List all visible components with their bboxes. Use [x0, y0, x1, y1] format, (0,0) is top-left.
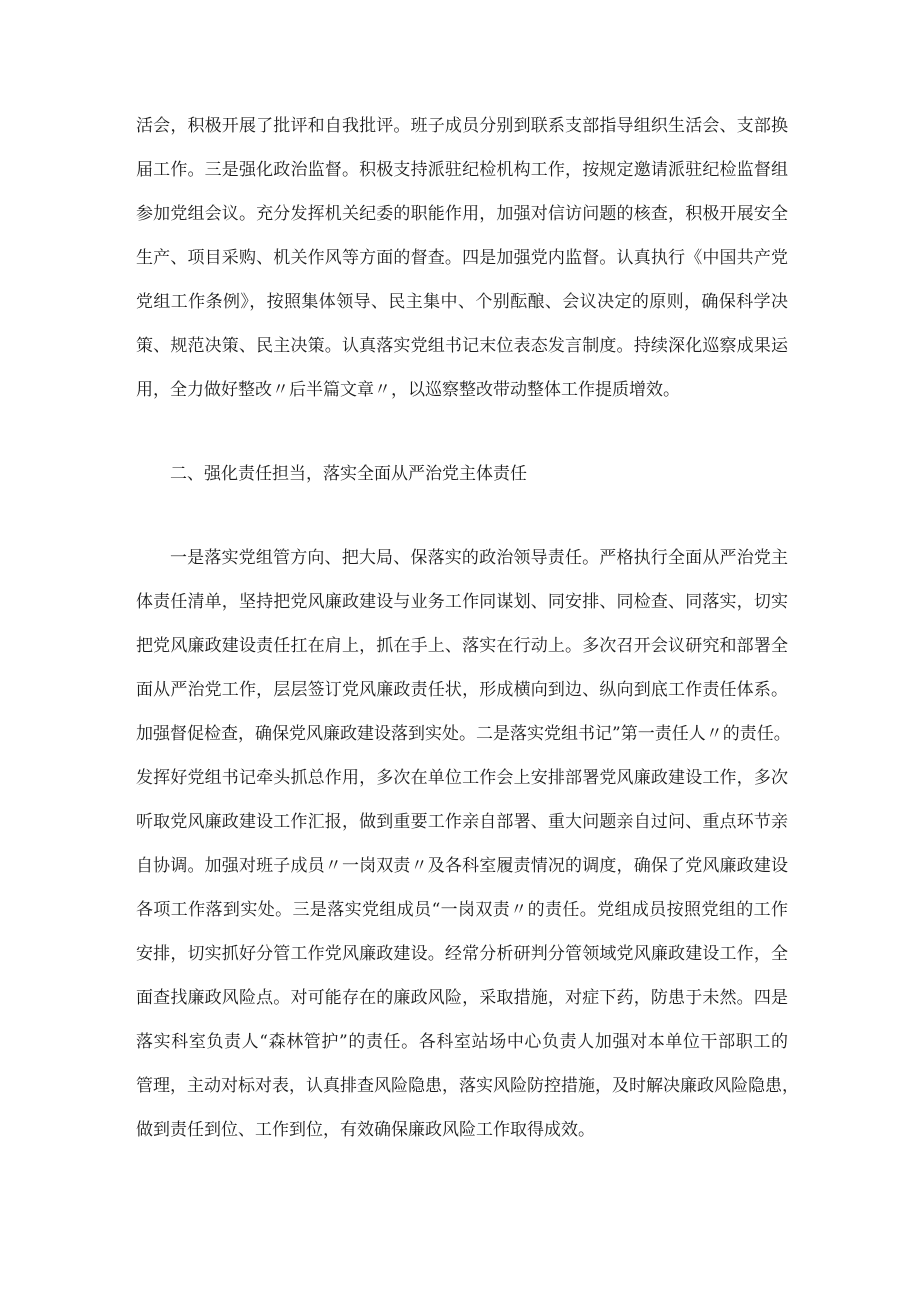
paragraph-line: 一是落实党组管方向、把大局、保落实的政治领导责任。严格执行全面从严治党主 — [170, 548, 788, 568]
paragraph-line: 策、规范决策、民主决策。认真落实党组书记末位表态发言制度。持续深化巡察成果运 — [136, 336, 788, 356]
paragraph-line: 活会，积极开展了批评和自我批评。班子成员分别到联系支部指导组织生活会、支部换 — [136, 116, 788, 136]
paragraph-line: 发挥好党组书记牵头抓总作用，多次在单位工作会上安排部署党风廉政建设工作，多次 — [136, 768, 788, 788]
paragraph-line: 面查找廉政风险点。对可能存在的廉政风险，采取措施，对症下药，防患于未然。四是 — [136, 988, 788, 1008]
paragraph-line: 管理，主动对标对表，认真排查风险隐患，落实风险防控措施，及时解决廉政风险隐患， — [136, 1076, 799, 1096]
paragraph-line: 把党风廉政建设责任扛在肩上，抓在手上、落实在行动上。多次召开会议研究和部署全 — [136, 636, 788, 656]
paragraph-line: 做到责任到位、工作到位，有效确保廉政风险工作取得成效。 — [136, 1120, 595, 1140]
paragraph-line: 自协调。加强对班子成员〃一岗双责〃及各科室履责情况的调度，确保了党风廉政建设 — [136, 856, 788, 876]
paragraph-line: 各项工作落到实处。三是落实党组成员“一岗双责〃的责任。党组成员按照党组的工作 — [136, 900, 788, 920]
paragraph-line: 届工作。三是强化政治监督。积极支持派驻纪检机构工作，按规定邀请派驻纪检监督组 — [136, 160, 788, 180]
paragraph-line: 落实科室负责人“森林管护”的责任。各科室站场中心负责人加强对本单位干部职工的 — [136, 1032, 788, 1052]
paragraph-line: 生产、项目采购、机关作风等方面的督查。四是加强党内监督。认真执行《中国共产党 — [136, 248, 788, 268]
paragraph-line: 加强督促检查，确保党风廉政建设落到实处。二是落实党组书记”第一责任人〃的责任。 — [136, 724, 791, 744]
paragraph-line: 参加党组会议。充分发挥机关纪委的职能作用，加强对信访问题的核查，积极开展安全 — [136, 204, 788, 224]
section-heading: 二、强化责任担当，落实全面从严治党主体责任 — [170, 464, 527, 484]
document-page — [136, 104, 799, 1152]
paragraph-line: 党组工作条例》，按照集体领导、民主集中、个别酝酿、会议决定的原则，确保科学决 — [136, 292, 788, 312]
paragraph-line: 安排，切实抓好分管工作党风廉政建设。经常分析研判分管领域党风廉政建设工作，全 — [136, 944, 788, 964]
spacer — [136, 412, 788, 452]
paragraph-line: 体责任清单，坚持把党风廉政建设与业务工作同谋划、同安排、同检查、同落实，切实 — [136, 592, 788, 612]
paragraph-line: 用，全力做好整改〃后半篇文章〃，以巡察整改带动整体工作提质增效。 — [136, 380, 680, 400]
paragraph-line: 面从严治党工作，层层签订党风廉政责任状，形成横向到边、纵向到底工作责任体系。 — [136, 680, 788, 700]
spacer — [136, 496, 788, 536]
paragraph-line: 听取党风廉政建设工作汇报，做到重要工作亲自部署、重大问题亲自过问、重点环节亲 — [136, 812, 788, 832]
paragraph-1 — [136, 104, 788, 412]
paragraph-2 — [136, 536, 799, 1152]
